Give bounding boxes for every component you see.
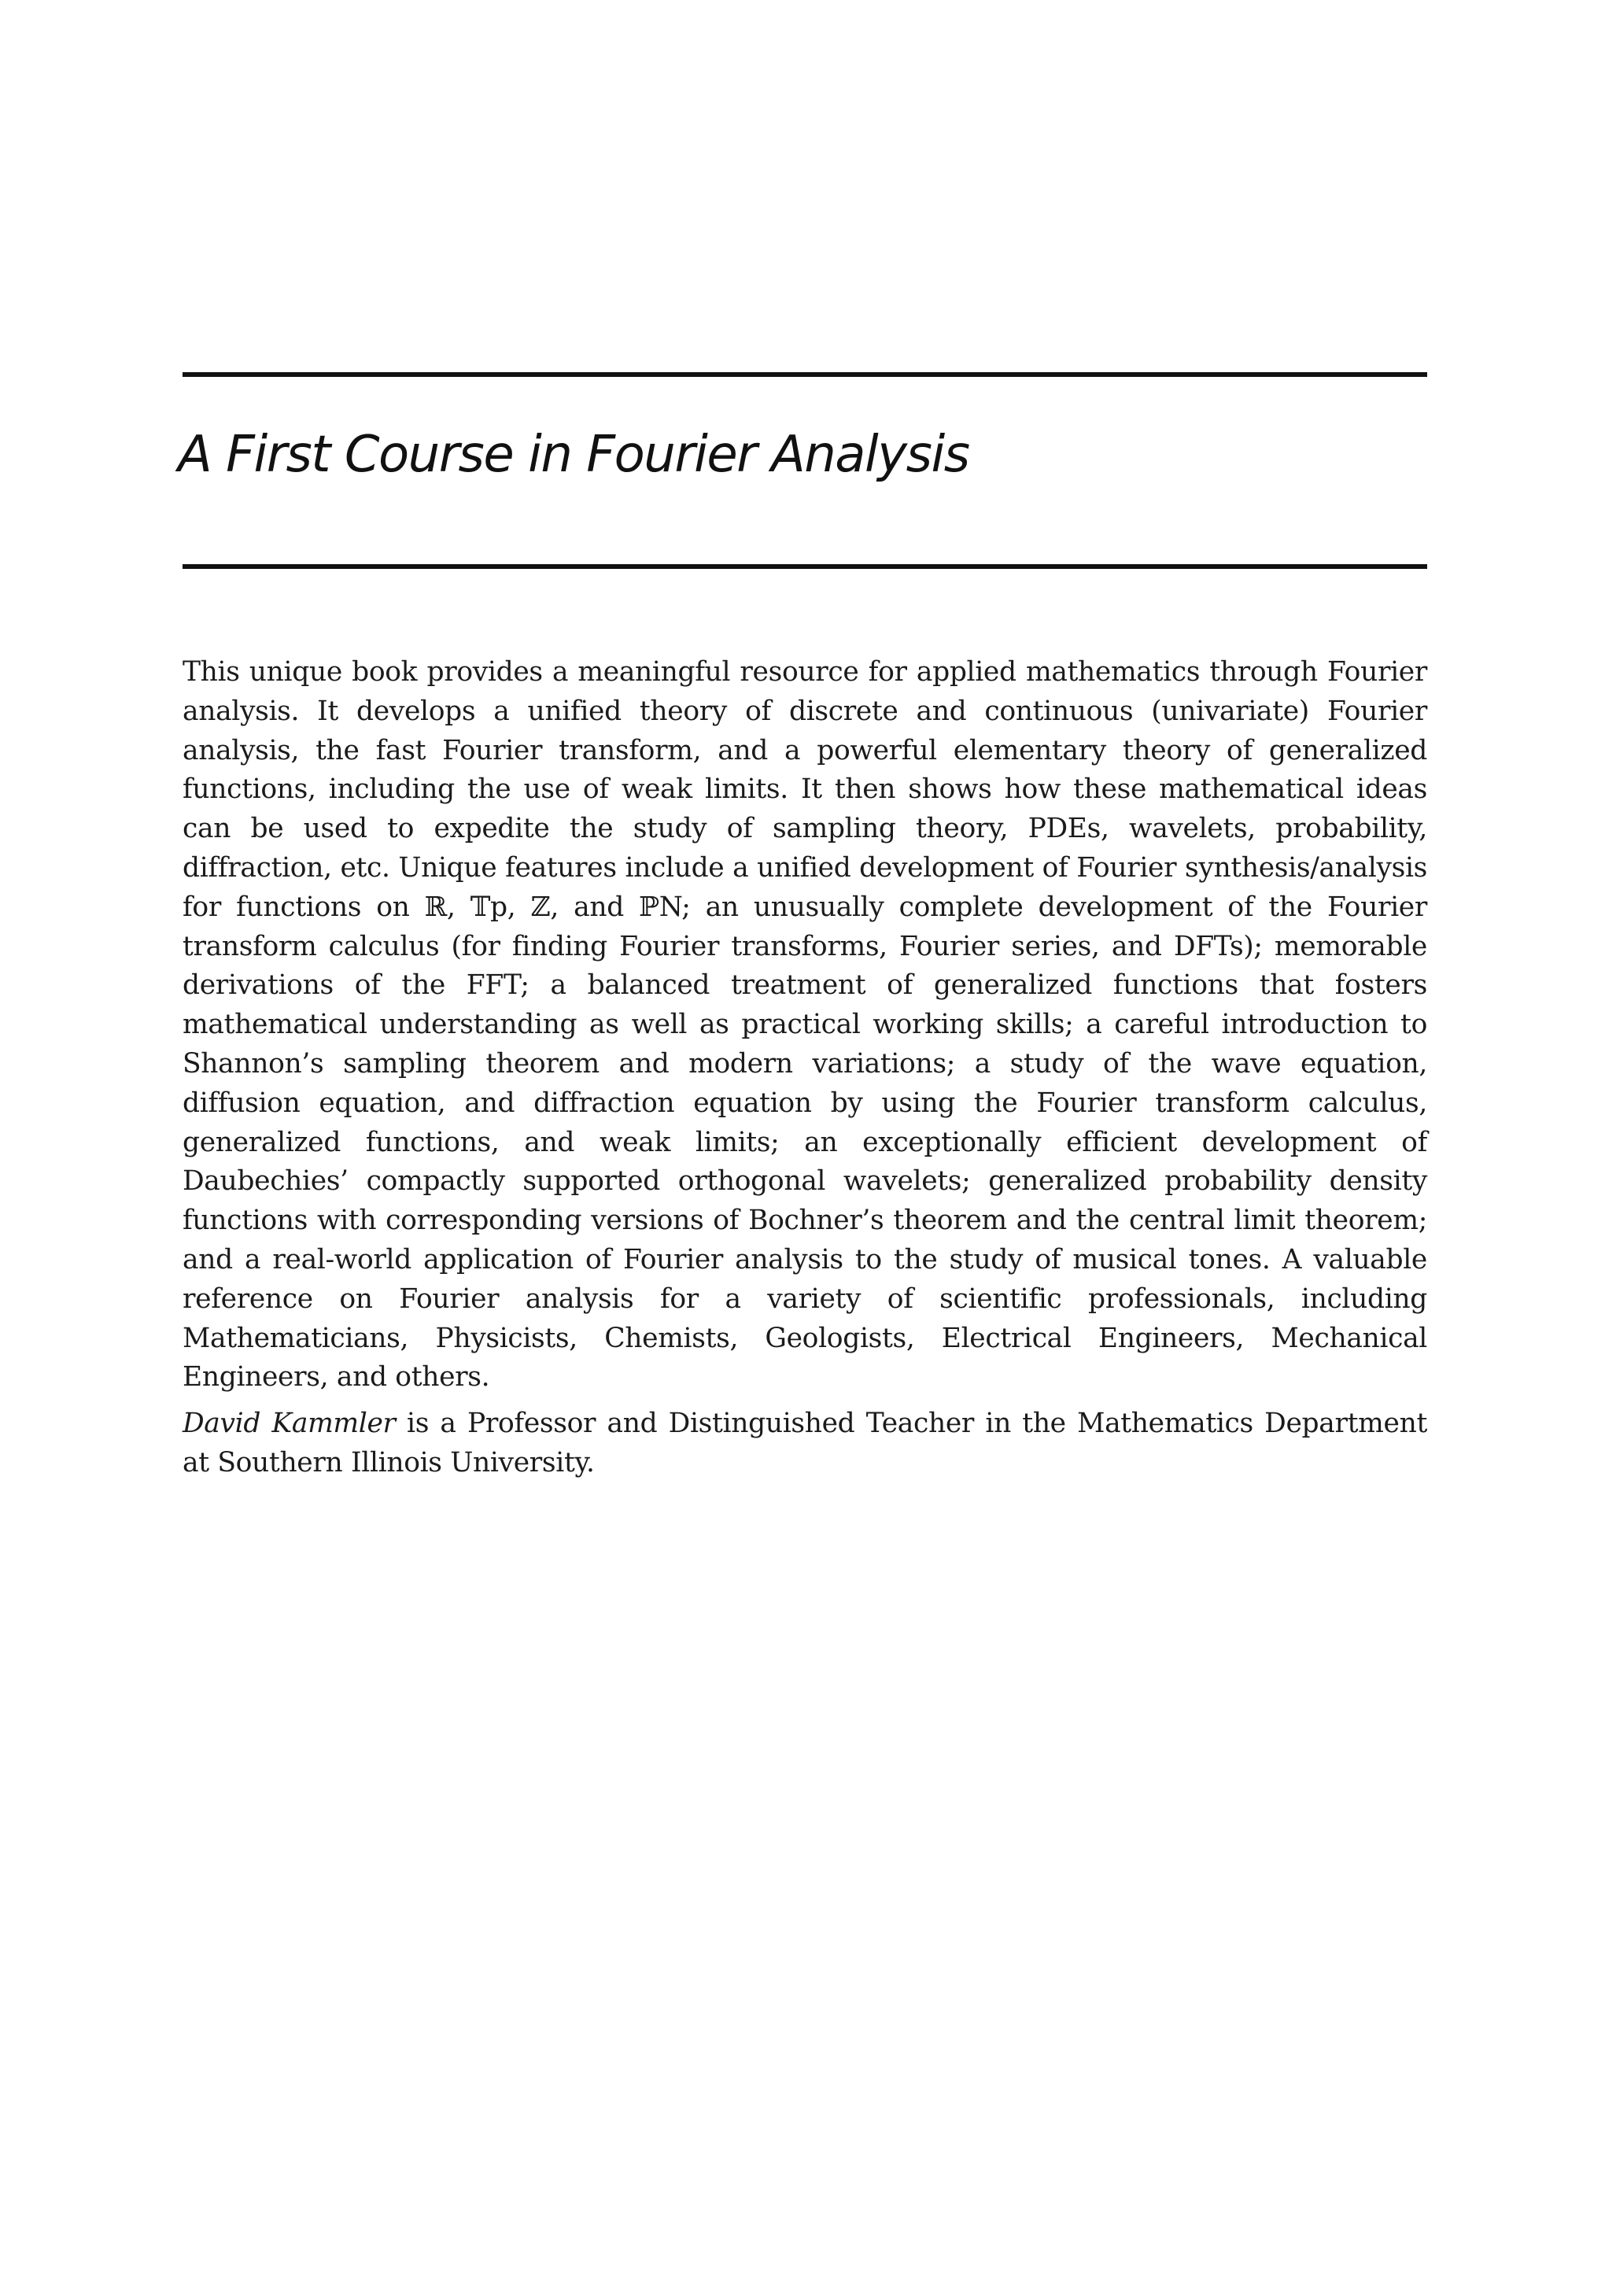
author-name: David Kammler — [183, 1408, 396, 1439]
book-description: This unique book provides a meaningful resource for applied mathematics through Fourier analysis. It develops a unified theory of discrete and continuous (univariate) Fourier analysis, the fast Fourier transform, and a powerful elementary theory of generalized functions, including the use of weak limits. It then shows how these mathematical ideas can be used to expedite the study of sampling theory, PDEs, wavelets, probability, diffraction, etc. Unique features include a unified development of Fourier synthesis/analysis for functions on ℝ, 𝕋p, ℤ, and ℙN; an unusually complete development of the Fourier transform calculus (for finding Fourier transforms, Fourier series, and DFTs); memorable derivations of the FFT; a balanced treatment of generalized functions that fosters mathematical understanding as well as practical working skills; a careful introduction to Shannon’s sampling theorem and modern variations; a study of the wave equation, diffusion equation, and diffraction equation by using the Fourier transform calculus, generalized functions, and weak limits; an exceptionally efficient development of Daubechies’ compactly supported orthogonal wavelets; generalized probability density functions with corresponding versions of Bochner’s theorem and the central limit theorem; and a real-world application of Fourier analysis to the study of musical tones. A valuable reference on Fourier analysis for a variety of scientific professionals, including Mathematicians, Physicists, Chemists, Geologists, Electrical Engineers, Mechanical Engineers, and others. — [183, 656, 1427, 1393]
author-bio — [183, 1405, 1427, 1483]
author-bio-text: is a Professor and Distinguished Teacher in the Mathematics Department at Southern Illinois University. — [183, 1408, 1427, 1478]
title-rule-bottom — [183, 564, 1427, 569]
title-rule-top — [183, 372, 1427, 377]
book-title: A First Course in Fourier Analysis — [178, 426, 969, 484]
